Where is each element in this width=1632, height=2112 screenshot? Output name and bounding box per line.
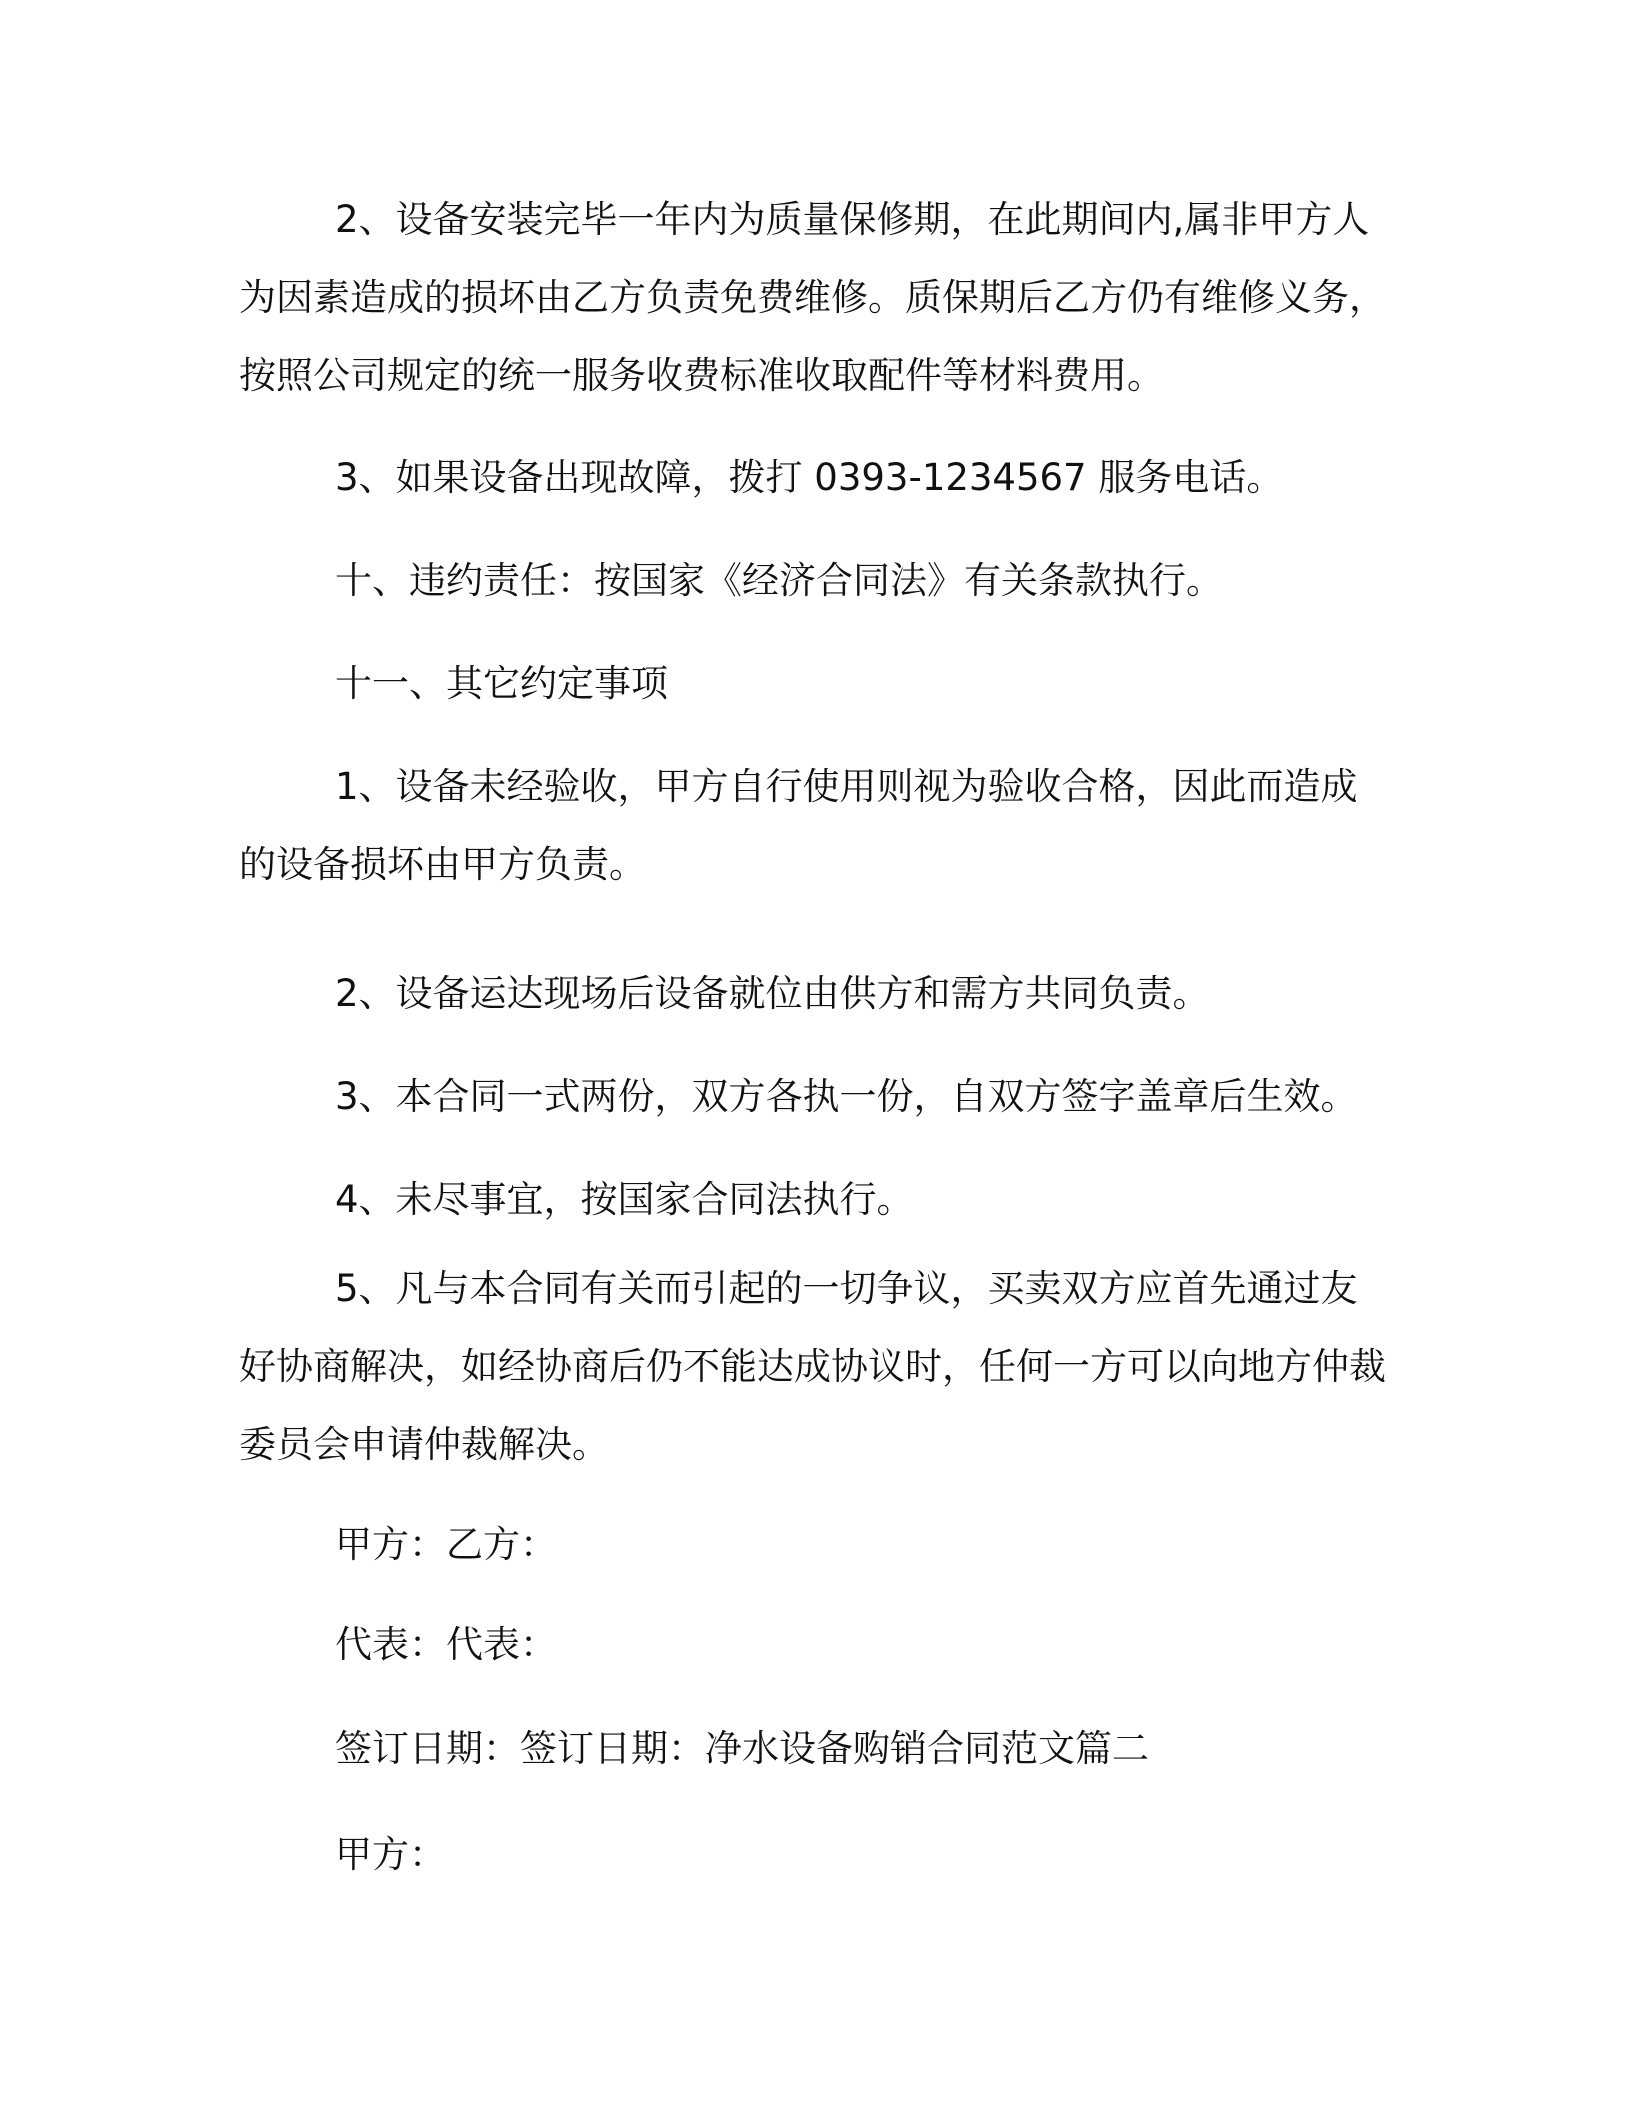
signature-date-line: 签订日期：签订日期：净水设备购销合同范文篇二 [335,1727,1149,1770]
paragraph-equipment-placement: 2、设备运达现场后设备就位由供方和需方共同负责。 [335,972,1210,1015]
party-a-line: 甲方： [335,1833,446,1876]
signature-parties-line: 甲方：乙方： [335,1523,557,1566]
paragraph-warranty-period: 2、设备安装完毕一年内为质量保修期，在此期间内,属非甲方人为因素造成的损坏由乙方负责免费维修。质保期后乙方仍有维修义务，按照公司规定的统一服务收费标准收取配件等材料费用。 [239,198,1386,397]
paragraph-breach-liability: 十、违约责任：按国家《经济合同法》有关条款执行。 [335,559,1223,602]
signature-representatives-line: 代表：代表： [335,1623,557,1666]
section-heading-other-terms: 十一、其它约定事项 [335,662,668,705]
paragraph-dispute-resolution: 5、凡与本合同有关而引起的一切争议，买卖双方应首先通过友好协商解决，如经协商后仍不能达成协议时，任何一方可以向地方仲裁委员会申请仲裁解决。 [239,1267,1386,1466]
paragraph-contract-copies: 3、本合同一式两份，双方各执一份，自双方签字盖章后生效。 [335,1075,1358,1118]
paragraph-unresolved-matters: 4、未尽事宜，按国家合同法执行。 [335,1178,914,1221]
paragraph-service-phone: 3、如果设备出现故障，拨打 0393-1234567 服务电话。 [335,456,1284,499]
paragraph-acceptance: 1、设备未经验收，甲方自行使用则视为验收合格，因此而造成的设备损坏由甲方负责。 [239,765,1358,886]
